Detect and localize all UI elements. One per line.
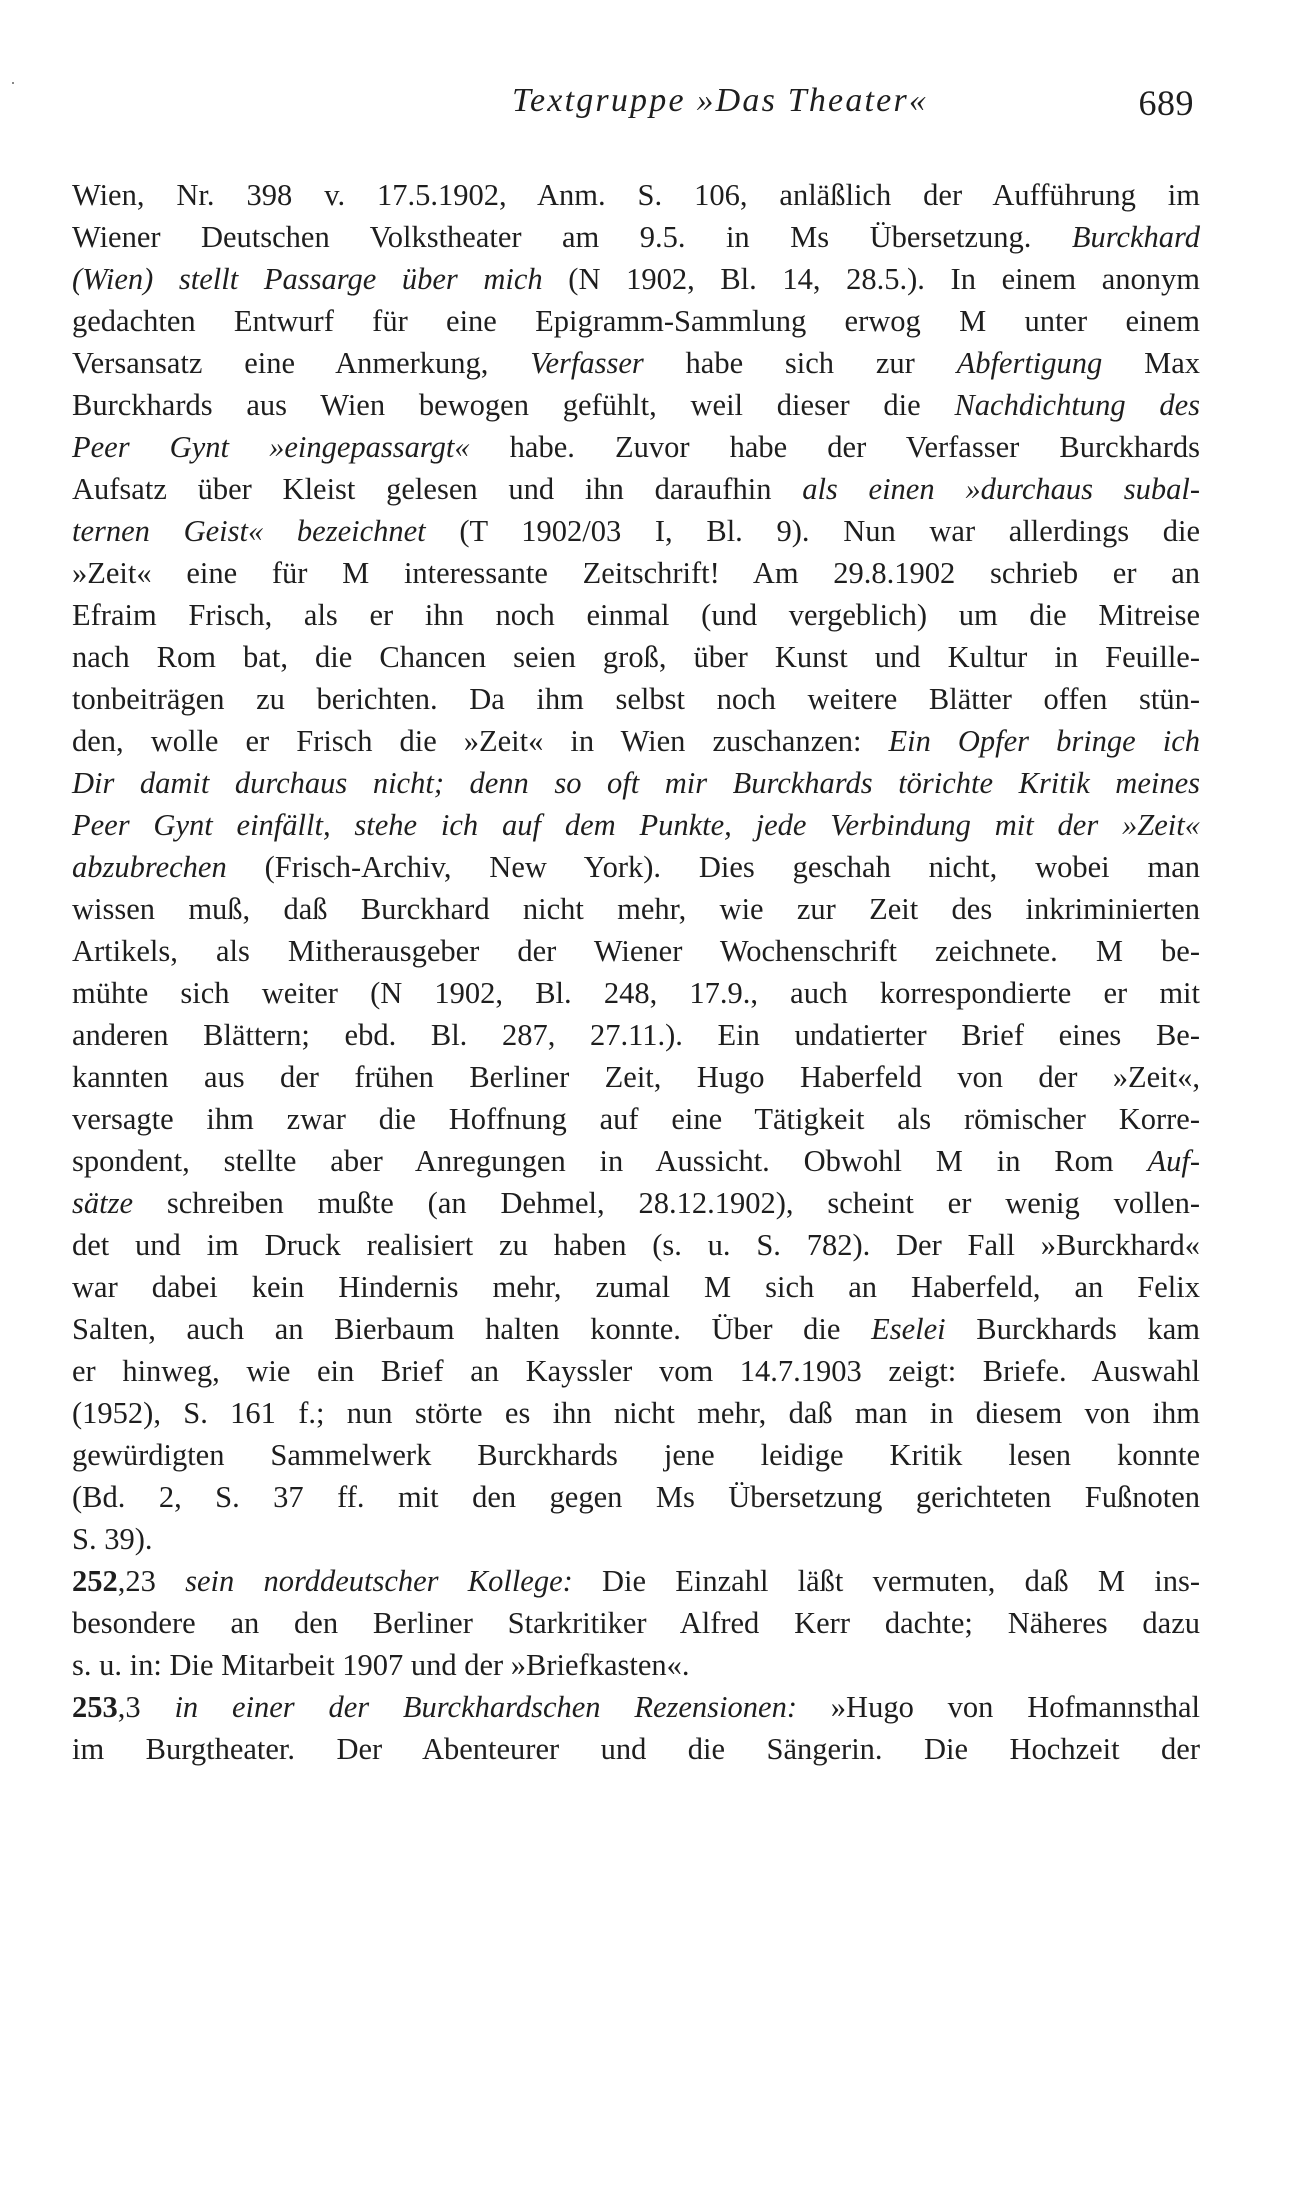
italic-run: Peer Gynt »eingepassargt«	[72, 430, 470, 464]
italic-run: Abfertigung	[956, 346, 1103, 380]
text-run: anderen Blättern; ebd. Bl. 287, 27.11.). Ein undatierter Brief eines Be-	[72, 1018, 1200, 1052]
text-run: S. 39).	[72, 1522, 153, 1556]
text-line	[72, 972, 1200, 1014]
text-line	[72, 1644, 1200, 1686]
text-run: besondere an den Berliner Starkritiker Alfred Kerr dachte; Näheres dazu	[72, 1606, 1200, 1640]
text-run: Salten, auch an Bierbaum halten konnte. Über die	[72, 1312, 872, 1346]
text-run: Wiener Deutschen Volkstheater am 9.5. in Ms Übersetzung.	[72, 220, 1072, 254]
italic-run: Dir damit durchaus nicht; denn so oft mir Burckhards törichte Kritik meines	[72, 766, 1200, 800]
text-line	[72, 1098, 1200, 1140]
text-line	[72, 174, 1200, 216]
text-line	[72, 762, 1200, 804]
text-line	[72, 384, 1200, 426]
text-run: »Zeit« eine für M interessante Zeitschrift! Am 29.8.1902 schrieb er an	[72, 556, 1200, 590]
text-run: tonbeiträgen zu berichten. Da ihm selbst noch weitere Blätter offen stün-	[72, 682, 1200, 716]
text-run: (N 1902, Bl. 14, 28.5.). In einem anonym	[542, 262, 1200, 296]
text-line	[72, 1518, 1200, 1560]
text-run: gedachten Entwurf für eine Epigramm-Sammlung erwog M unter einem	[72, 304, 1200, 338]
running-title: Textgruppe »Das Theater«	[512, 82, 929, 119]
text-run: mühte sich weiter (N 1902, Bl. 248, 17.9., auch korrespondierte er mit	[72, 976, 1200, 1010]
text-line	[72, 1602, 1200, 1644]
text-line	[72, 720, 1200, 762]
text-line	[72, 300, 1200, 342]
italic-run: Nachdichtung des	[954, 388, 1200, 422]
text-line	[72, 846, 1200, 888]
text-run: (Bd. 2, S. 37 ff. mit den gegen Ms Übersetzung gerichteten Fußnoten	[72, 1480, 1200, 1514]
text-run: im Burgtheater. Der Abenteurer und die Sängerin. Die Hochzeit der	[72, 1732, 1200, 1766]
text-run: »Hugo von Hofmannsthal	[796, 1690, 1200, 1724]
text-line	[72, 468, 1200, 510]
italic-run: als einen »durchaus subal-	[802, 472, 1200, 506]
text-line	[72, 426, 1200, 468]
italic-run: Verfasser	[530, 346, 644, 380]
text-run: versagte ihm zwar die Hoffnung auf eine Tätigkeit als römischer Korre-	[72, 1102, 1200, 1136]
text-run: er hinweg, wie ein Brief an Kayssler vom 14.7.1903 zeigt: Briefe. Auswahl	[72, 1354, 1200, 1388]
italic-run: (Wien) stellt Passarge über mich	[72, 262, 543, 296]
text-run: schreiben mußte (an Dehmel, 28.12.1902), scheint er wenig vollen-	[133, 1186, 1200, 1220]
text-line	[72, 1434, 1200, 1476]
text-run: Burckhards kam	[945, 1312, 1200, 1346]
italic-run: Ein Opfer bringe ich	[888, 724, 1200, 758]
text-run: kannten aus der frühen Berliner Zeit, Hugo Haberfeld von der »Zeit«,	[72, 1060, 1200, 1094]
text-run: den, wolle er Frisch die »Zeit« in Wien zuschanzen:	[72, 724, 889, 758]
text-run: Aufsatz über Kleist gelesen und ihn daraufhin	[72, 472, 803, 506]
text-line	[72, 216, 1200, 258]
text-line	[72, 342, 1200, 384]
italic-run: Peer Gynt einfällt, stehe ich auf dem Punkte, jede Verbindung mit der »Zeit«	[72, 808, 1200, 842]
text-line	[72, 1266, 1200, 1308]
text-line	[72, 1140, 1200, 1182]
text-run: gewürdigten Sammelwerk Burckhards jene leidige Kritik lesen konnte	[72, 1438, 1200, 1472]
text-line	[72, 1560, 1200, 1602]
body-text	[72, 174, 1200, 1770]
italic-run: in einer der Burckhardschen Rezensionen:	[174, 1690, 797, 1724]
text-line	[72, 1392, 1200, 1434]
italic-run: Auf-	[1147, 1144, 1200, 1178]
text-run: habe sich zur	[643, 346, 957, 380]
text-run: spondent, stellte aber Anregungen in Aussicht. Obwohl M in Rom	[72, 1144, 1148, 1178]
scan-speck	[12, 82, 14, 84]
text-run: Die Einzahl läßt vermuten, daß M ins-	[572, 1564, 1201, 1598]
text-run: habe. Zuvor habe der Verfasser Burckhards	[469, 430, 1200, 464]
text-run: s. u. in: Die Mitarbeit 1907 und der »Briefkasten«.	[72, 1648, 690, 1682]
text-line	[72, 1014, 1200, 1056]
italic-run: Burckhard	[1071, 220, 1200, 254]
text-line	[72, 804, 1200, 846]
text-line	[72, 636, 1200, 678]
text-run: Burckhards aus Wien bewogen gefühlt, weil dieser die	[72, 388, 955, 422]
text-line	[72, 1056, 1200, 1098]
italic-run: ternen Geist« bezeichnet	[72, 514, 426, 548]
line-reference: 252	[72, 1564, 118, 1598]
text-run: Versansatz eine Anmerkung,	[72, 346, 531, 380]
text-run: nach Rom bat, die Chancen seien groß, über Kunst und Kultur in Feuille-	[72, 640, 1200, 674]
text-run: ,3	[117, 1690, 175, 1724]
text-line	[72, 1728, 1200, 1770]
italic-run: sein norddeutscher Kollege:	[185, 1564, 573, 1598]
text-run: wissen muß, daß Burckhard nicht mehr, wie zur Zeit des inkriminierten	[72, 892, 1200, 926]
italic-run: abzubrechen	[72, 850, 227, 884]
text-run: (1952), S. 161 f.; nun störte es ihn nicht mehr, daß man in diesem von ihm	[72, 1396, 1200, 1430]
text-line	[72, 1686, 1200, 1728]
text-run: det und im Druck realisiert zu haben (s. u. S. 782). Der Fall »Burckhard«	[72, 1228, 1200, 1262]
line-reference: 253	[72, 1690, 118, 1724]
text-run: Wien, Nr. 398 v. 17.5.1902, Anm. S. 106, anläßlich der Aufführung im	[72, 178, 1200, 212]
text-line	[72, 510, 1200, 552]
text-run: ,23	[117, 1564, 186, 1598]
text-line	[72, 1308, 1200, 1350]
text-line	[72, 1350, 1200, 1392]
text-line	[72, 930, 1200, 972]
text-line	[72, 1182, 1200, 1224]
text-line	[72, 594, 1200, 636]
text-run: war dabei kein Hindernis mehr, zumal M sich an Haberfeld, an Felix	[72, 1270, 1200, 1304]
text-line	[72, 1224, 1200, 1266]
page-number: 689	[1138, 83, 1194, 123]
text-run: Artikels, als Mitherausgeber der Wiener Wochenschrift zeichnete. M be-	[72, 934, 1200, 968]
running-head	[500, 82, 1200, 132]
text-run: (T 1902/03 I, Bl. 9). Nun war allerdings die	[425, 514, 1201, 548]
italic-run: sätze	[72, 1186, 133, 1220]
text-line	[72, 552, 1200, 594]
text-line	[72, 1476, 1200, 1518]
italic-run: Eselei	[871, 1312, 946, 1346]
text-line	[72, 678, 1200, 720]
text-line	[72, 258, 1200, 300]
text-run: Efraim Frisch, als er ihn noch einmal (und vergeblich) um die Mitreise	[72, 598, 1200, 632]
text-line	[72, 888, 1200, 930]
text-run: (Frisch-Archiv, New York). Dies geschah nicht, wobei man	[226, 850, 1200, 884]
text-run: Max	[1102, 346, 1200, 380]
